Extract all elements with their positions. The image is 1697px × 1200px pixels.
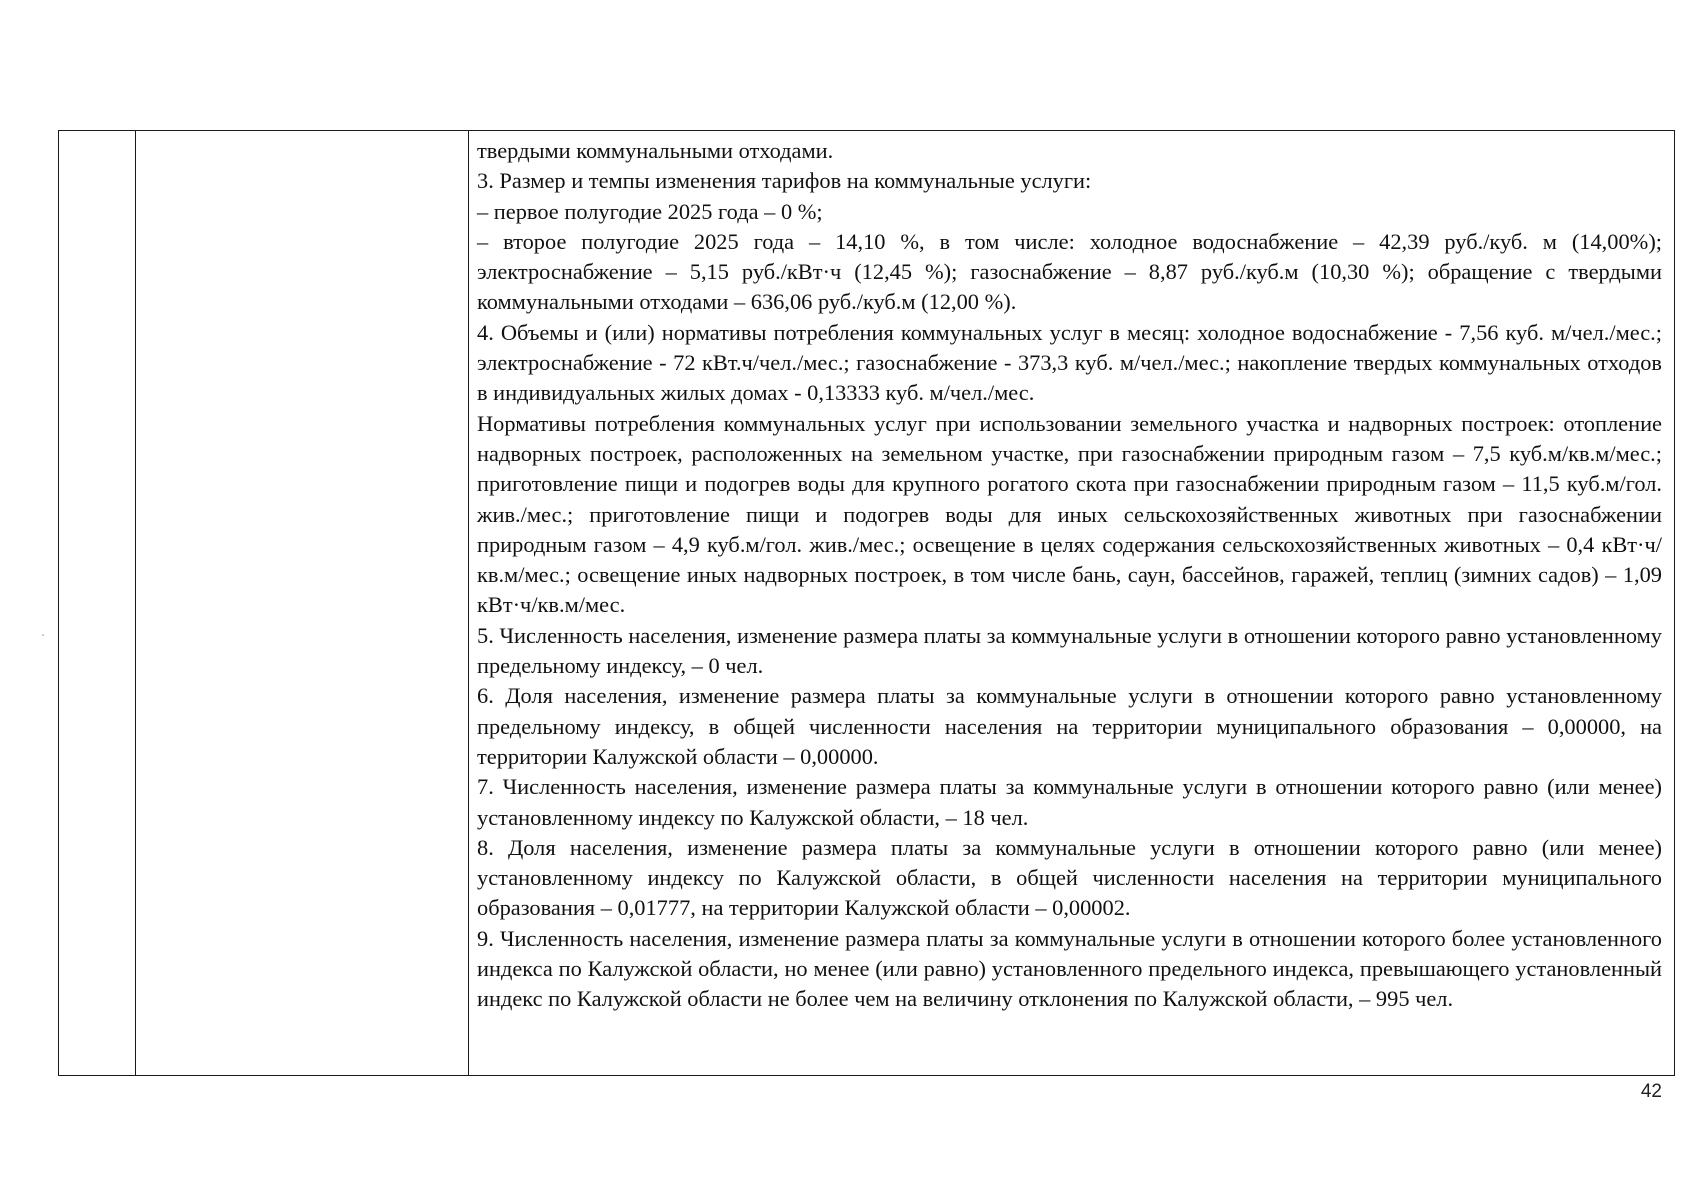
paragraph: 9. Численность населения, изменение размера платы за коммунальные услуги в отношении которого более установленного индекса по Калужской области, но менее (или равно) установленного предельного индекса, превышающего установленный индекс по Калужской области не более чем на величину отклонения по Калужской области, – 995 чел. — [477, 925, 1662, 1012]
table-cell-number — [59, 131, 136, 1076]
paragraph: 4. Объемы и (или) нормативы потребления коммунальных услуг в месяц: холодное водоснабжение - 7,56 куб. м/чел./мес.; электроснабжение - 72 кВт.ч/чел./мес.; газоснабжение - 373,3 куб. м/чел./мес.; накопление твердых коммунальных отходов в индивидуальных жилых домах - 0,13333 куб. м/чел./мес. — [477, 319, 1662, 406]
page-number: 42 — [1640, 1081, 1662, 1102]
paragraph: – первое полугодие 2025 года – 0 %; — [477, 198, 823, 224]
paragraph: 7. Численность населения, изменение размера платы за коммунальные услуги в отношении которого равно (или менее) установленному индексу по Калужской области, – 18 чел. — [477, 774, 1662, 830]
paragraph: Нормативы потребления коммунальных услуг при использовании земельного участка и надворных построек: отопление надворных построек, расположенных на земельном участке, при газоснабжении природным газом – 7,5 куб.м/кв.м/мес.; приготовление пищи и подогрев воды для крупного рогатого скота при газоснабжении природным газом – 11,5 куб.м/гол. жив./мес.; приготовление пищи и подогрев воды для иных сельскохозяйственных животных при газоснабжении природным газом – 4,9 куб.м/гол. жив./мес.; освещение в целях содержания сельскохозяйственных животных – 0,4 кВт·ч/кв.м/мес.; освещение иных надворных построек, в том числе бань, саун, бассейнов, гаражей, теплиц (зимних садов) – 1,09 кВт·ч/кв.м/мес. — [477, 410, 1662, 618]
scan-artifact-dot — [42, 634, 44, 636]
paragraph: 5. Численность населения, изменение размера платы за коммунальные услуги в отношении которого равно установленному предельному индексу, – 0 чел. — [477, 622, 1662, 679]
table-row — [59, 131, 1675, 1076]
paragraph: 3. Размер и темпы изменения тарифов на коммунальные услуги: — [477, 168, 1092, 194]
paragraph: – второе полугодие 2025 года – 14,10 %, в том числе: холодное водоснабжение – 42,39 руб./куб. м (14,00%); электроснабжение – 5,15 руб./кВт·ч (12,45 %); газоснабжение – 8,87 руб./куб.м (10,30 %); обращение с твердыми коммунальными отходами – 636,06 руб./куб.м (12,00 %). — [477, 228, 1662, 315]
paragraph: твердыми коммунальными отходами. — [477, 138, 834, 163]
content-text — [469, 131, 1674, 1015]
table-cell-label — [136, 131, 469, 1076]
document-table — [58, 130, 1675, 1076]
table-cell-content — [469, 131, 1675, 1076]
paragraph: 8. Доля населения, изменение размера платы за коммунальные услуги в отношении которого равно (или менее) установленному индексу по Калужской области, в общей численности населения на территории муниципального образования – 0,01777, на территории Калужской области – 0,00002. — [477, 834, 1662, 921]
paragraph: 6. Доля населения, изменение размера платы за коммунальные услуги в отношении которого равно установленному предельному индексу, в общей численности населения на территории муниципального образования – 0,00000, на территории Калужской области – 0,00000. — [477, 683, 1662, 769]
